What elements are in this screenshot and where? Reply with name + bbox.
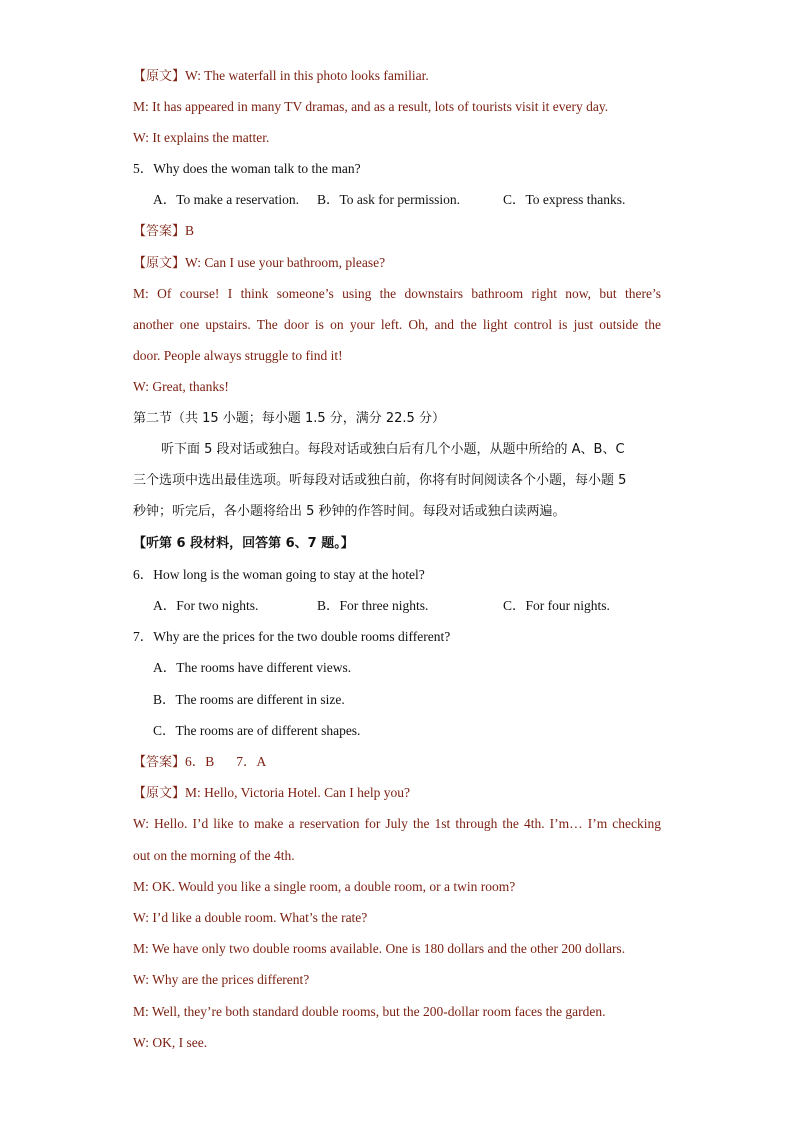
transcript-line <box>133 67 429 86</box>
q6-option-a: A．For two nights. <box>153 598 259 613</box>
question-6: 6．How long is the woman going to stay at the hotel? <box>133 567 425 582</box>
answer-value-7: 7．A <box>236 754 267 769</box>
material-heading: 【听第 6 段材料，回答第 6、7 题。】 <box>133 536 354 551</box>
transcript-line <box>133 784 410 803</box>
q5-option-c: C．To express thanks. <box>503 192 626 207</box>
answer-5 <box>133 222 194 241</box>
q6-option-c: C．For four nights. <box>503 598 610 613</box>
transcript-line: M: OK. Would you like a single room, a double room, or a twin room? <box>133 879 516 894</box>
transcript-line: M: Of course! I think someone’s using the downstairs bathroom right now, but there’s <box>133 286 661 301</box>
q5-option-b: B．To ask for permission. <box>317 192 461 207</box>
transcript-tag: 【原文】 <box>133 69 186 84</box>
transcript-line: W: I’d like a double room. What’s the rate? <box>133 910 368 925</box>
transcript-tag: 【原文】 <box>133 786 186 801</box>
transcript-tag: 【原文】 <box>133 256 186 271</box>
transcript-line: W: Great, thanks! <box>133 379 229 394</box>
question-5: 5．Why does the woman talk to the man? <box>133 161 361 176</box>
transcript-line <box>133 254 385 273</box>
transcript-line: M: It has appeared in many TV dramas, and as a result, lots of tourists visit it every day. <box>133 99 609 114</box>
answer-tag: 【答案】 <box>133 755 186 770</box>
transcript-line: M: We have only two double rooms available. One is 180 dollars and the other 200 dollars. <box>133 941 626 956</box>
transcript-line: W: OK, I see. <box>133 1035 208 1050</box>
transcript-line: out on the morning of the 4th. <box>133 848 295 863</box>
q7-option-b: B．The rooms are different in size. <box>153 692 345 707</box>
instructions-line: 秒钟；听完后，各小题将给出 5 秒钟的作答时间。每段对话或独白读两遍。 <box>133 504 566 519</box>
question-7: 7．Why are the prices for the two double rooms different? <box>133 629 451 644</box>
transcript-line: M: Well, they’re both standard double rooms, but the 200-dollar room faces the garden. <box>133 1004 606 1019</box>
answer-value-6: 6．B <box>185 754 215 769</box>
q5-option-a: A．To make a reservation. <box>153 192 300 207</box>
transcript-line: W: It explains the matter. <box>133 130 270 145</box>
transcript-text: M: Hello, Victoria Hotel. Can I help you? <box>185 785 411 800</box>
q7-option-a: A．The rooms have different views. <box>153 660 352 675</box>
transcript-text: W: Can I use your bathroom, please? <box>185 255 386 270</box>
q6-option-b: B．For three nights. <box>317 598 429 613</box>
transcript-line: another one upstairs. The door is on your left. Oh, and the light control is just outside the <box>133 317 661 332</box>
q7-option-c: C．The rooms are of different shapes. <box>153 723 361 738</box>
transcript-line: door. People always struggle to find it! <box>133 348 343 363</box>
transcript-line: W: Hello. I’d like to make a reservation for July the 1st through the 4th. I’m… I’m checking <box>133 816 661 831</box>
transcript-text: W: The waterfall in this photo looks familiar. <box>185 68 429 83</box>
answer-6-7 <box>133 753 266 772</box>
answer-value: B <box>185 223 195 238</box>
answer-tag: 【答案】 <box>133 224 186 239</box>
section-heading: 第二节（共 15 小题；每小题 1.5 分，满分 22.5 分） <box>133 411 445 426</box>
instructions-line: 三个选项中选出最佳选项。听每段对话或独白前，你将有时间阅读各个小题，每小题 5 <box>133 473 627 488</box>
instructions-line: 听下面 5 段对话或独白。每段对话或独白后有几个小题，从题中所给的 A、B、C <box>161 442 625 457</box>
transcript-line: W: Why are the prices different? <box>133 972 310 987</box>
